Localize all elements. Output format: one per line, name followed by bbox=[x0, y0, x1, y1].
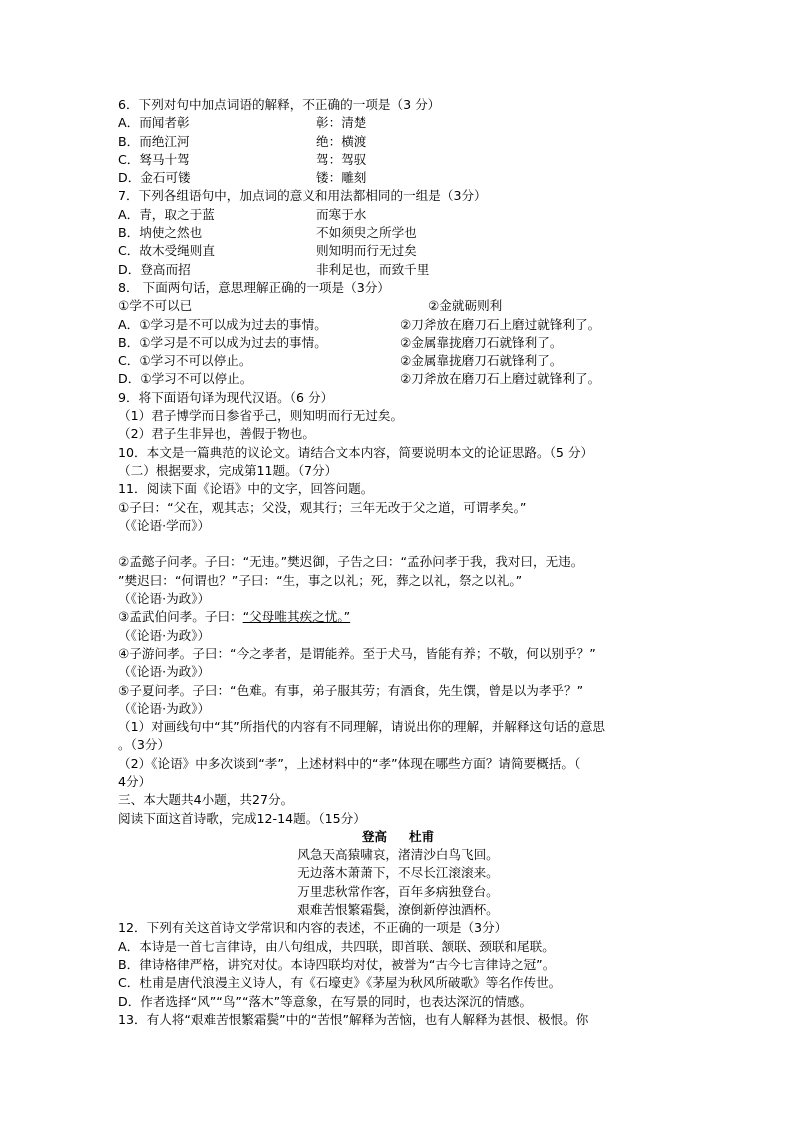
q12-option-a: A．本诗是一首七言律诗，由八句组成，共四联，即首联、颔联、颈联和尾联。 bbox=[118, 938, 555, 954]
poem-line-1: 风急天高猿啸哀，渚清沙白鸟飞回。 bbox=[297, 847, 499, 863]
poem-line-2: 无边落木萧萧下，不尽长江滚滚来。 bbox=[297, 865, 499, 881]
q11-sub1-line-1: （1）对画线句中“其”所指代的内容有不同理解，请说出你的理解，并解释这句话的意思 bbox=[118, 719, 606, 735]
q8-sentences: ①学不可以已 ②金就砺则利 bbox=[118, 298, 503, 314]
q11-passage-5: ⑤子夏问孝。子曰：“色难。有事，弟子服其劳；有酒食，先生馔，曾是以为孝乎？” bbox=[118, 682, 584, 698]
q11-passage-3: ③孟武伯问孝。子曰：“父母唯其疾之忧。” bbox=[118, 609, 351, 625]
q6-option-b: B．而绝江河 绝：横渡 bbox=[118, 133, 367, 149]
q8-stem: 8． 下面两句话，意思理解正确的一项是（3分） bbox=[118, 279, 390, 295]
q11-passage-2-line-2: ”樊迟曰：“何谓也？”子曰：“生，事之以礼；死，葬之以礼，祭之以礼。” bbox=[118, 572, 523, 588]
q11-passage-4: ④子游问孝。子曰：“今之孝者，是谓能养。至于犬马，皆能有养；不敬，何以别乎？” bbox=[118, 645, 596, 661]
q6-stem: 6．下列对句中加点词语的解释，不正确的一项是（3 分） bbox=[118, 97, 441, 112]
q9-item-2: （2）君子生非异也，善假于物也。 bbox=[118, 426, 315, 442]
q8-option-c: C．①学习不可以停止。 ②金属靠拢磨刀石就锋利了。 bbox=[118, 353, 563, 369]
poem-author: 杜甫 bbox=[409, 828, 435, 844]
q13-stem: 13．有人将“艰难苦恨繁霜鬓”中的“苦恨”解释为苦恼，也有人解释为甚恨、极恨。你 bbox=[118, 1011, 589, 1027]
q8-option-d: D．①学习不可以停止。 ②刀斧放在磨刀石上磨过就锋利了。 bbox=[118, 371, 601, 387]
q11-passage-1: ①子曰：“父在，观其志；父没，观其行；三年无改于父之道，可谓孝矣。” bbox=[118, 499, 527, 515]
q11-passage-2-line-1: ②孟懿子问孝。子曰：“无违。”樊迟御，子告之曰：“孟孙问孝于我，我对曰，无违。 bbox=[118, 554, 584, 570]
document-content bbox=[118, 96, 678, 1029]
q9-item-1: （1）君子博学而日参省乎己，则知明而行无过矣。 bbox=[118, 408, 404, 424]
q10-stem: 10．本文是一篇典范的议论文。请结合文本内容，简要说明本文的论证思路。（5 分） bbox=[118, 444, 594, 460]
poem-title-text: 登高 bbox=[361, 828, 387, 844]
underlined-sentence: “父母唯其疾之忧。” bbox=[242, 609, 351, 625]
q7-option-c: C．故木受绳则直 则知明而行无过矣 bbox=[118, 243, 417, 259]
q12-stem: 12．下列有关这首诗文学常识和内容的表述，不正确的一项是（3分） bbox=[118, 920, 508, 936]
q12-option-c: C．杜甫是唐代浪漫主义诗人，有《石壕吏》《茅屋为秋风所破歌》等名作传世。 bbox=[118, 975, 562, 991]
q8-option-b: B．①学习是不可以成为过去的事情。 ②金属靠拢磨刀石就锋利了。 bbox=[118, 334, 563, 350]
q11-passage-3-source: （《论语·为政》） bbox=[118, 627, 211, 643]
q11-sub1-line-2: 。（3分） bbox=[118, 737, 171, 753]
q8-option-a: A．①学习是不可以成为过去的事情。 ②刀斧放在磨刀石上磨过就锋利了。 bbox=[118, 316, 601, 332]
q12-option-d: D．作者选择“风”“鸟”“落木”等意象，在写景的同时，也表达深沉的情感。 bbox=[118, 993, 533, 1009]
q11-sub2-line-2: 4分） bbox=[118, 773, 152, 789]
poem-title bbox=[118, 828, 678, 846]
poem-line-3: 万里悲秋常作客，百年多病独登台。 bbox=[297, 883, 499, 899]
q11-stem: 11．阅读下面《论语》中的文字，回答问题。 bbox=[118, 481, 374, 497]
part2-heading: （二）根据要求，完成第11题。（7分） bbox=[118, 462, 338, 478]
q11-sub2-line-1: （2）《论语》中多次谈到“孝”，上述材料中的“孝”体现在哪些方面？请简要概括。（ bbox=[118, 755, 581, 771]
q7-option-b: B．㘨使之然也 不如须臾之所学也 bbox=[118, 225, 417, 241]
q6-option-d: D．金石可镂 镂：雕刻 bbox=[118, 170, 367, 186]
blank-line bbox=[118, 535, 678, 553]
q6-option-a: A．而闻者彰 彰：清楚 bbox=[118, 115, 367, 131]
q11-passage-5-source: （《论语·为政》） bbox=[118, 700, 211, 716]
poem-line-4: 艰难苦恨繁霜鬓，潦倒新停浊酒杯。 bbox=[297, 902, 499, 918]
q12-option-b: B．律诗格律严格，讲究对仗。本诗四联均对仗，被誉为“古今七言律诗之冠”。 bbox=[118, 956, 556, 972]
q9-stem: 9．将下面语句译为现代汉语。（6 分） bbox=[118, 389, 334, 405]
q7-option-d: D．登高而招 非利足也，而致千里 bbox=[118, 261, 430, 277]
poem-intro: 阅读下面这首诗歌，完成12-14题。（15分） bbox=[118, 810, 366, 826]
q11-passage-2-source: （《论语·为政》） bbox=[118, 591, 211, 607]
q11-passage-1-source: （《论语·学而》） bbox=[118, 517, 211, 533]
part3-heading: 三、本大题共4小题，共27分。 bbox=[118, 792, 294, 808]
q11-passage-4-source: （《论语·为政》） bbox=[118, 664, 211, 680]
q7-option-a: A．青，取之于蓝 而寒于水 bbox=[118, 206, 367, 222]
q6-option-c: C．驽马十驾 驾：驾驭 bbox=[118, 151, 367, 167]
q7-stem: 7．下列各组语句中，加点词的意义和用法都相同的一组是（3分） bbox=[118, 188, 487, 204]
